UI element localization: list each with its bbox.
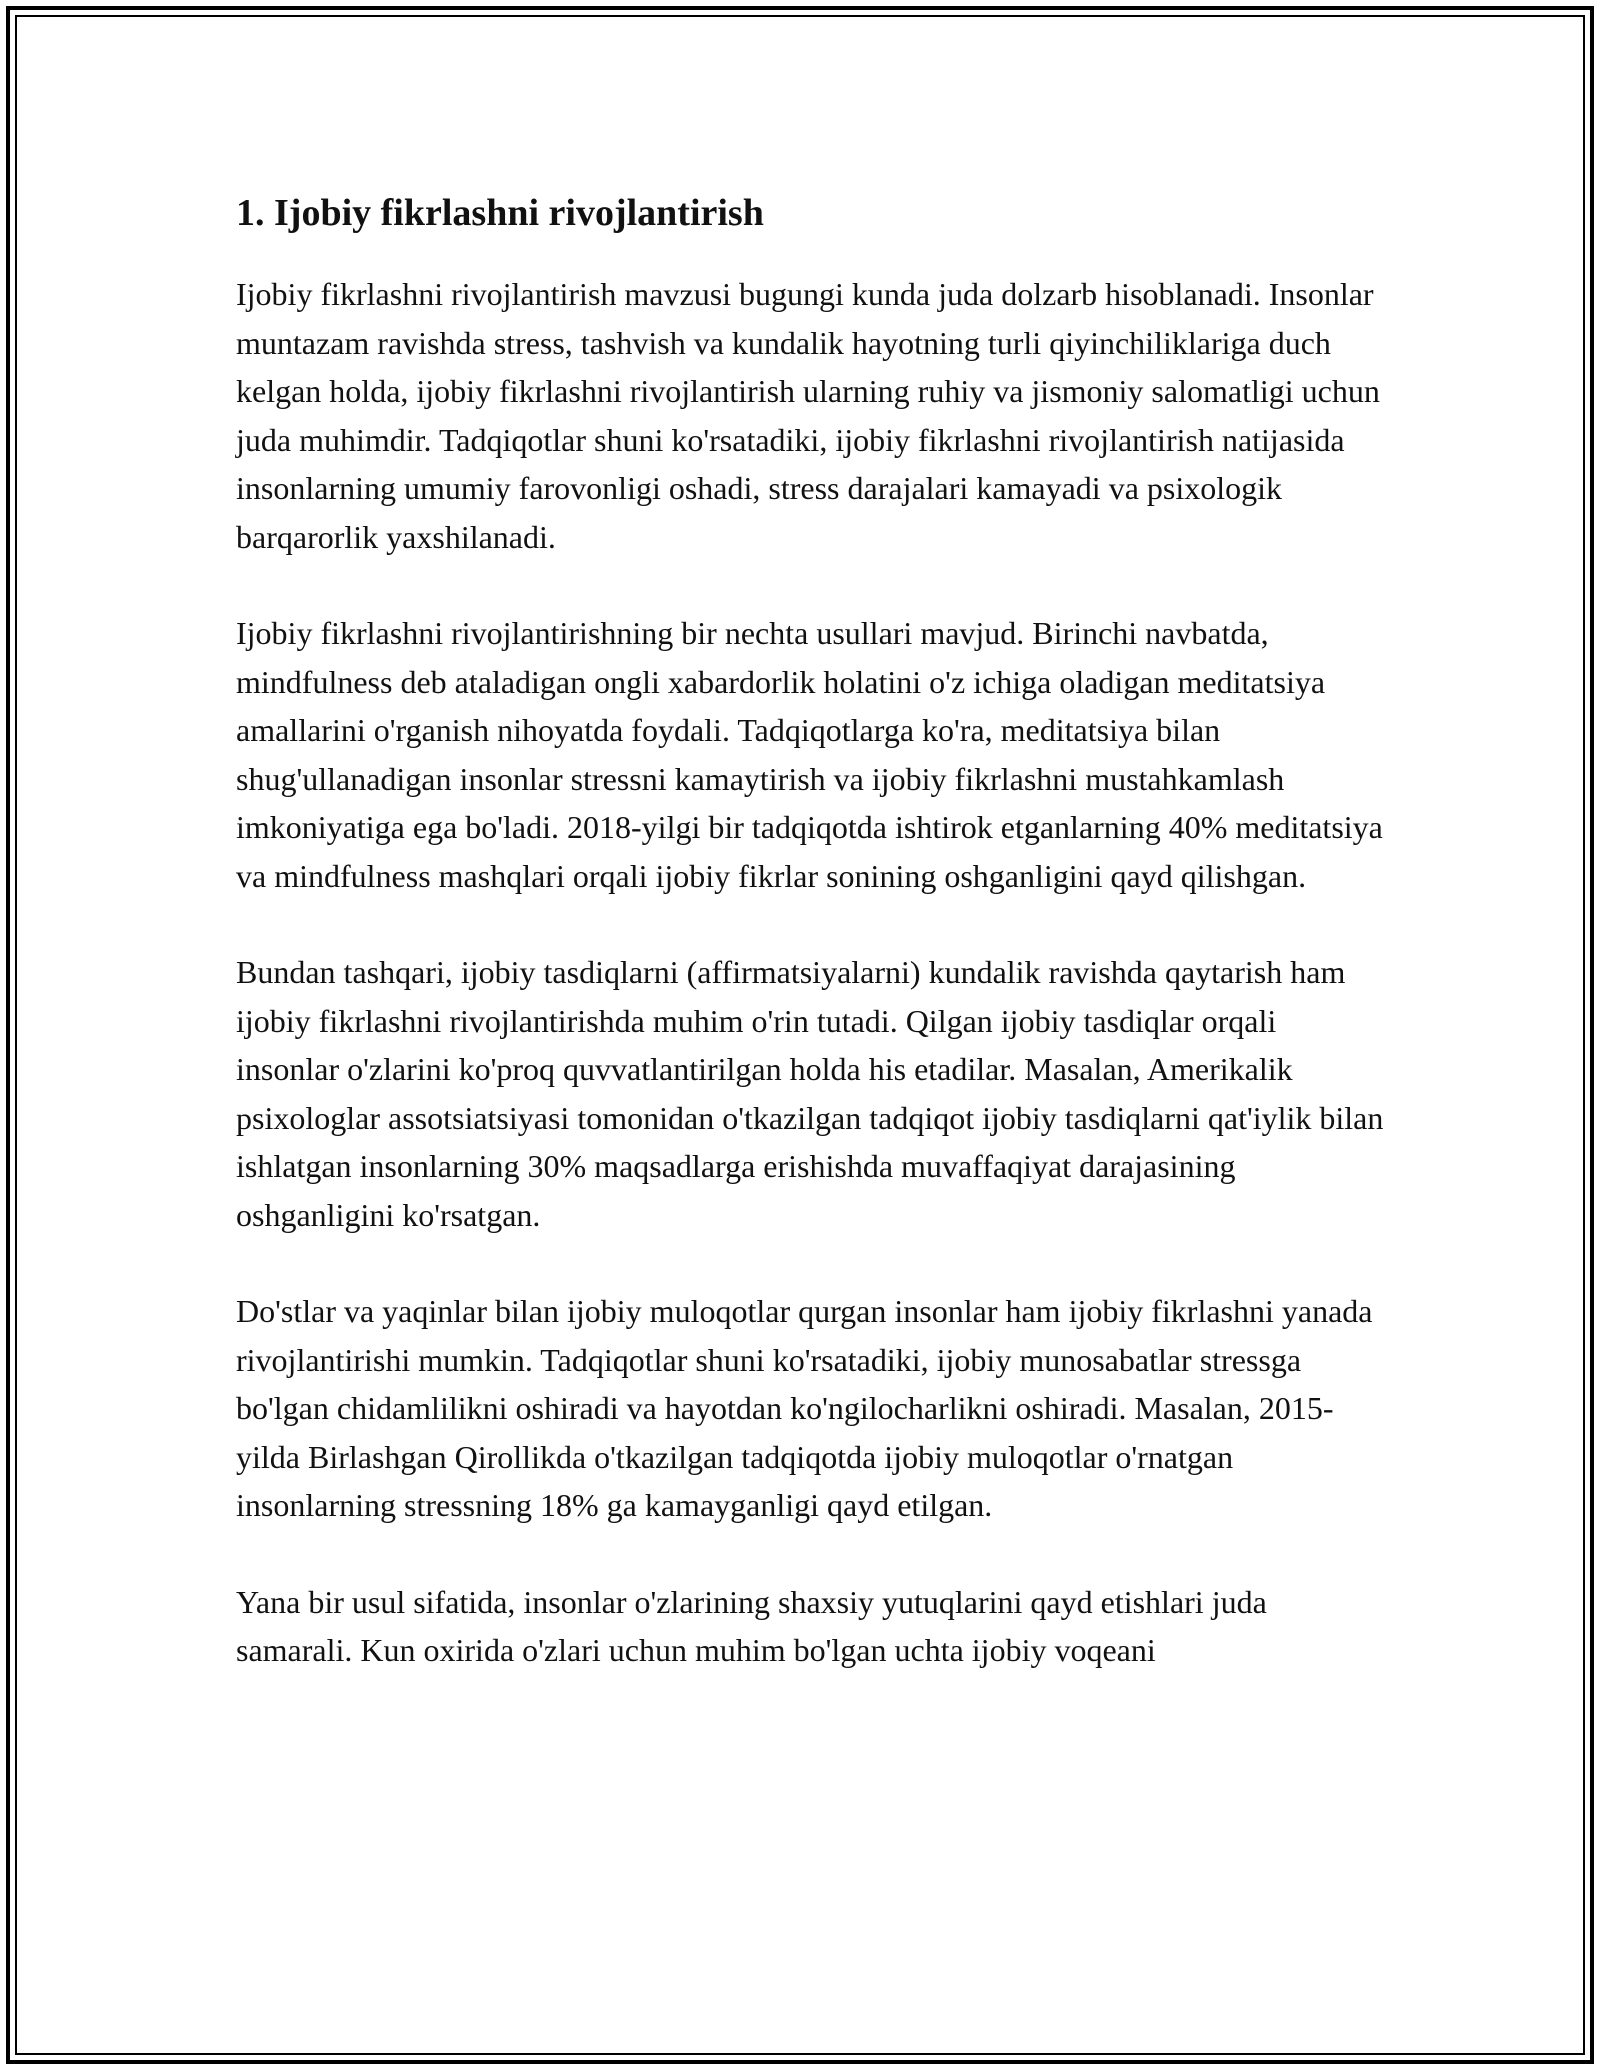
paragraph-3: Bundan tashqari, ijobiy tasdiqlarni (affirmatsiyalarni) kundalik ravishda qaytarish ham ijobiy fikrlashni rivojlantirishda muhim o'rin tutadi. Qilgan ijobiy tasdiqlar orqali insonlar o'zlarini ko'proq quvvatlantirilgan holda his etadilar. Masalan, Amerikalik psixologlar assotsiatsiyasi tomonidan o'tkazilgan tadqiqot ijobiy tasdiqlarni qat'iylik bilan ishlatgan insonlarning 30% maqsadlarga erishishda muvaffaqiyat darajasining oshganligini ko'rsatgan. [236,954,1384,1233]
paragraph-1: Ijobiy fikrlashni rivojlantirish mavzusi bugungi kunda juda dolzarb hisoblanadi. Insonlar muntazam ravishda stress, tashvish va kundalik hayotning turli qiyinchiliklariga duch kelgan holda, ijobiy fikrlashni rivojlantirish ularning ruhiy va jismoniy salomatligi uchun juda muhimdir. Tadqiqotlar shuni ko'rsatadiki, ijobiy fikrlashni rivojlantirish natijasida insonlarning umumiy farovonligi oshadi, stress darajalari kamayadi va psixologik barqarorlik yaxshilanadi. [236,276,1380,555]
section-heading: 1. Ijobiy fikrlashni rivojlantirish [236,192,764,234]
paragraph-4: Do'stlar va yaqinlar bilan ijobiy muloqotlar qurgan insonlar ham ijobiy fikrlashni yanada rivojlantirishi mumkin. Tadqiqotlar shuni ko'rsatadiki, ijobiy munosabatlar stressga bo'lgan chidamlilikni oshiradi va hayotdan ko'ngilocharlikni oshiradi. Masalan, 2015-yilda Birlashgan Qirollikda o'tkazilgan tadqiqotda ijobiy muloqotlar o'rnatgan insonlarning stressning 18% ga kamayganligi qayd etilgan. [236,1293,1373,1523]
paragraph-5: Yana bir usul sifatida, insonlar o'zlarining shaxsiy yutuqlarini qayd etishlari juda samarali. Kun oxirida o'zlari uchun muhim bo'lgan uchta ijobiy voqeani [236,1583,1267,1668]
paragraph-2: Ijobiy fikrlashni rivojlantirishning bir nechta usullari mavjud. Birinchi navbatda, mindfulness deb ataladigan ongli xabardorlik holatini o'z ichiga oladigan meditatsiya amallarini o'rganish nihoyatda foydali. Tadqiqotlarga ko'ra, meditatsiya bilan shug'ullanadigan insonlar stressni kamaytirish va ijobiy fikrlashni mustahkamlash imkoniyatiga ega bo'ladi. 2018-yilgi bir tadqiqotda ishtirok etganlarning 40% meditatsiya va mindfulness mashqlari orqali ijobiy fikrlar sonining oshganligini qayd qilishgan. [236,615,1383,894]
document-body [236,186,1386,1723]
